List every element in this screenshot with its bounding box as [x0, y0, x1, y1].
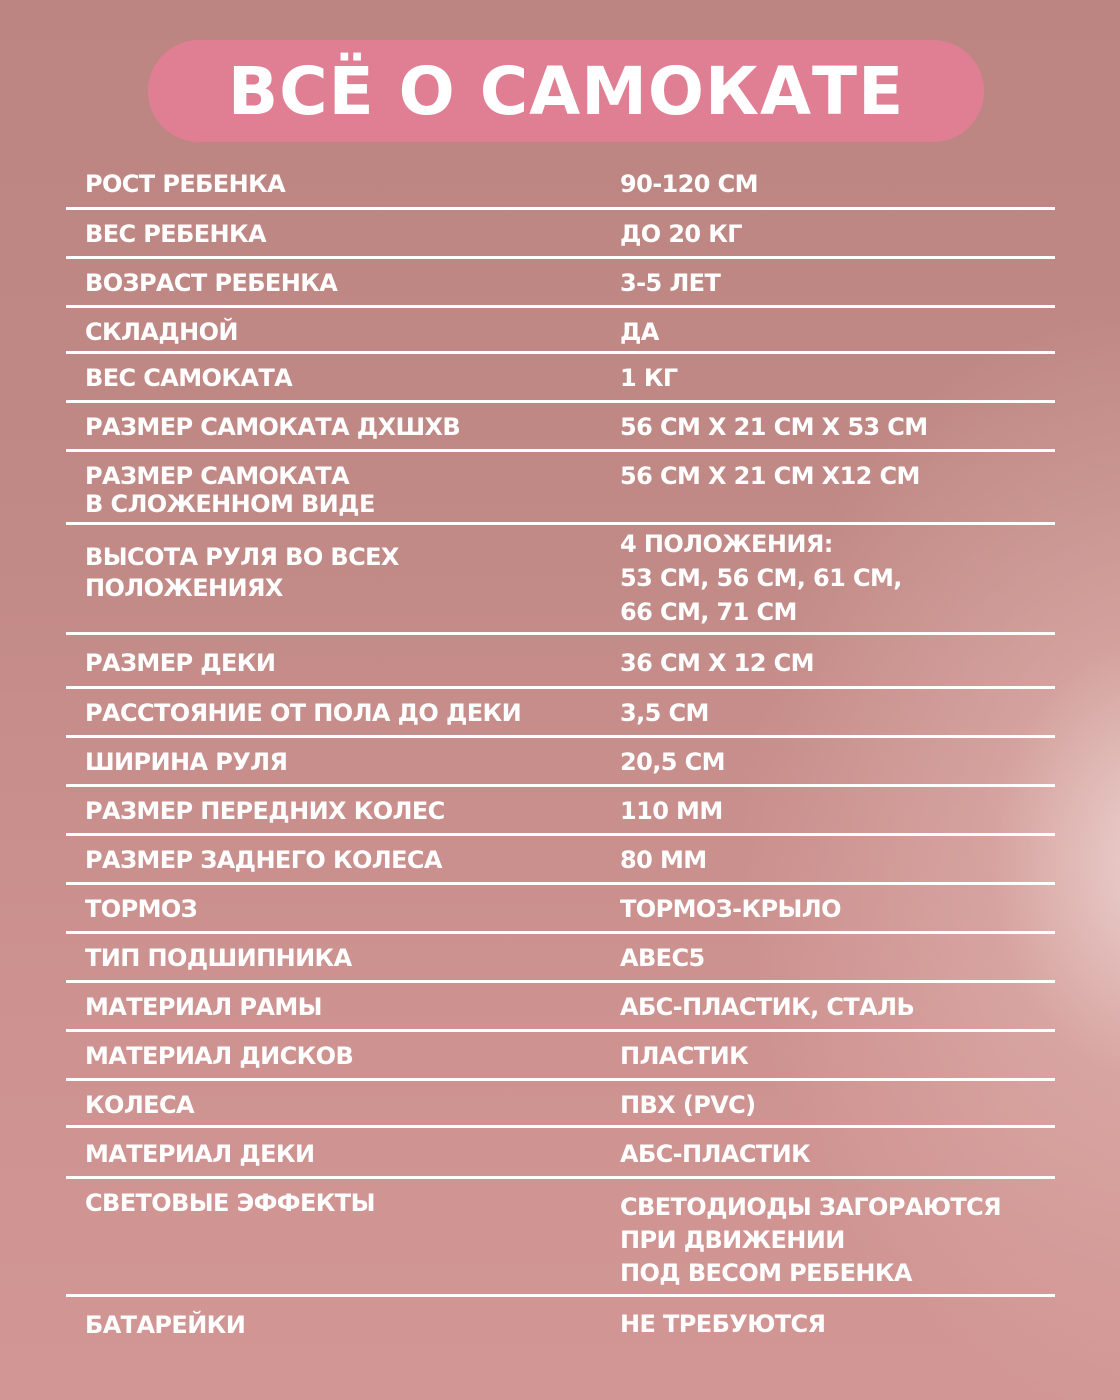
spec-label: ВОЗРАСТ РЕБЕНКА [85, 269, 338, 297]
spec-value: ДО 20 КГ [620, 220, 742, 248]
spec-label: РАЗМЕР ДЕКИ [85, 649, 276, 677]
spec-label: РАССТОЯНИЕ ОТ ПОЛА ДО ДЕКИ [85, 699, 522, 727]
spec-value: 36 СМ Х 12 СМ [620, 649, 814, 677]
spec-value: 56 СМ Х 21 СМ Х 53 СМ [620, 413, 928, 441]
spec-row-foldable [66, 308, 1055, 354]
spec-value: АБС-ПЛАСТИК [620, 1140, 811, 1168]
spec-value: ДА [620, 318, 659, 346]
spec-label: МАТЕРИАЛ ДЕКИ [85, 1140, 315, 1168]
spec-value: 1 КГ [620, 364, 678, 392]
spec-label: ТИП ПОДШИПНИКА [85, 944, 352, 972]
spec-row-deck-material [66, 1128, 1055, 1179]
spec-label: ВЫСОТА РУЛЯ ВО ВСЕХ ПОЛОЖЕНИЯХ [85, 543, 399, 602]
spec-row-wheels [66, 1081, 1055, 1128]
spec-row-deck-size [66, 635, 1055, 689]
spec-label: ШИРИНА РУЛЯ [85, 748, 288, 776]
spec-label: РАЗМЕР САМОКАТА ДХШХВ [85, 413, 461, 441]
spec-row-child-age [66, 259, 1055, 308]
spec-row-light-effects [66, 1179, 1055, 1297]
spec-row-child-height [66, 160, 1055, 210]
spec-label: РАЗМЕР САМОКАТА В СЛОЖЕННОМ ВИДЕ [85, 462, 375, 518]
spec-row-front-wheels [66, 787, 1055, 836]
spec-value: 56 СМ Х 21 СМ Х12 СМ [620, 462, 920, 490]
spec-value: АБС-ПЛАСТИК, СТАЛЬ [620, 993, 915, 1021]
spec-value: 110 ММ [620, 797, 723, 825]
spec-label: СВЕТОВЫЕ ЭФФЕКТЫ [85, 1189, 375, 1217]
spec-value: ABEC5 [620, 944, 705, 972]
spec-row-ground-clearance [66, 689, 1055, 738]
spec-value: ТОРМОЗ-КРЫЛО [620, 895, 841, 923]
title-banner [148, 40, 984, 142]
spec-label: ВЕС САМОКАТА [85, 364, 293, 392]
spec-value: СВЕТОДИОДЫ ЗАГОРАЮТСЯ ПРИ ДВИЖЕНИИ ПОД ВЕСОМ РЕБЕНКА [620, 1193, 1002, 1287]
spec-row-batteries [66, 1297, 1055, 1357]
spec-row-scooter-weight [66, 354, 1055, 403]
spec-label: СКЛАДНОЙ [85, 318, 238, 346]
spec-row-bearing-type [66, 934, 1055, 983]
spec-label: РОСТ РЕБЕНКА [85, 170, 286, 198]
spec-label: КОЛЕСА [85, 1091, 194, 1119]
spec-value: НЕ ТРЕБУЮТСЯ [620, 1310, 826, 1338]
spec-value: 3,5 СМ [620, 699, 709, 727]
spec-row-brake [66, 885, 1055, 934]
spec-row-handlebar-width [66, 738, 1055, 787]
spec-value: 3-5 ЛЕТ [620, 269, 721, 297]
spec-row-folded-size [66, 452, 1055, 525]
spec-row-child-weight [66, 210, 1055, 259]
spec-row-scooter-size [66, 403, 1055, 452]
spec-label: ТОРМОЗ [85, 895, 198, 923]
spec-value: 80 ММ [620, 846, 707, 874]
spec-label: ВЕС РЕБЕНКА [85, 220, 267, 248]
spec-value: ПВХ (PVC) [620, 1091, 756, 1119]
spec-row-rear-wheel [66, 836, 1055, 885]
spec-row-handlebar-height [66, 525, 1055, 635]
spec-label: РАЗМЕР ЗАДНЕГО КОЛЕСА [85, 846, 442, 874]
spec-value: 90-120 СМ [620, 170, 758, 198]
page-title: ВСЁ О САМОКАТЕ [227, 52, 905, 130]
spec-label: МАТЕРИАЛ ДИСКОВ [85, 1042, 354, 1070]
spec-row-frame-material [66, 983, 1055, 1032]
spec-table [66, 160, 1055, 1357]
spec-label: РАЗМЕР ПЕРЕДНИХ КОЛЕС [85, 797, 445, 825]
spec-value: 20,5 СМ [620, 748, 725, 776]
spec-value: ПЛАСТИК [620, 1042, 749, 1070]
spec-value: 4 ПОЛОЖЕНИЯ: 53 СМ, 56 СМ, 61 СМ, 66 СМ, 71 СМ [620, 530, 902, 626]
spec-label: БАТАРЕЙКИ [85, 1311, 246, 1339]
spec-row-disc-material [66, 1032, 1055, 1081]
spec-label: МАТЕРИАЛ РАМЫ [85, 993, 322, 1021]
